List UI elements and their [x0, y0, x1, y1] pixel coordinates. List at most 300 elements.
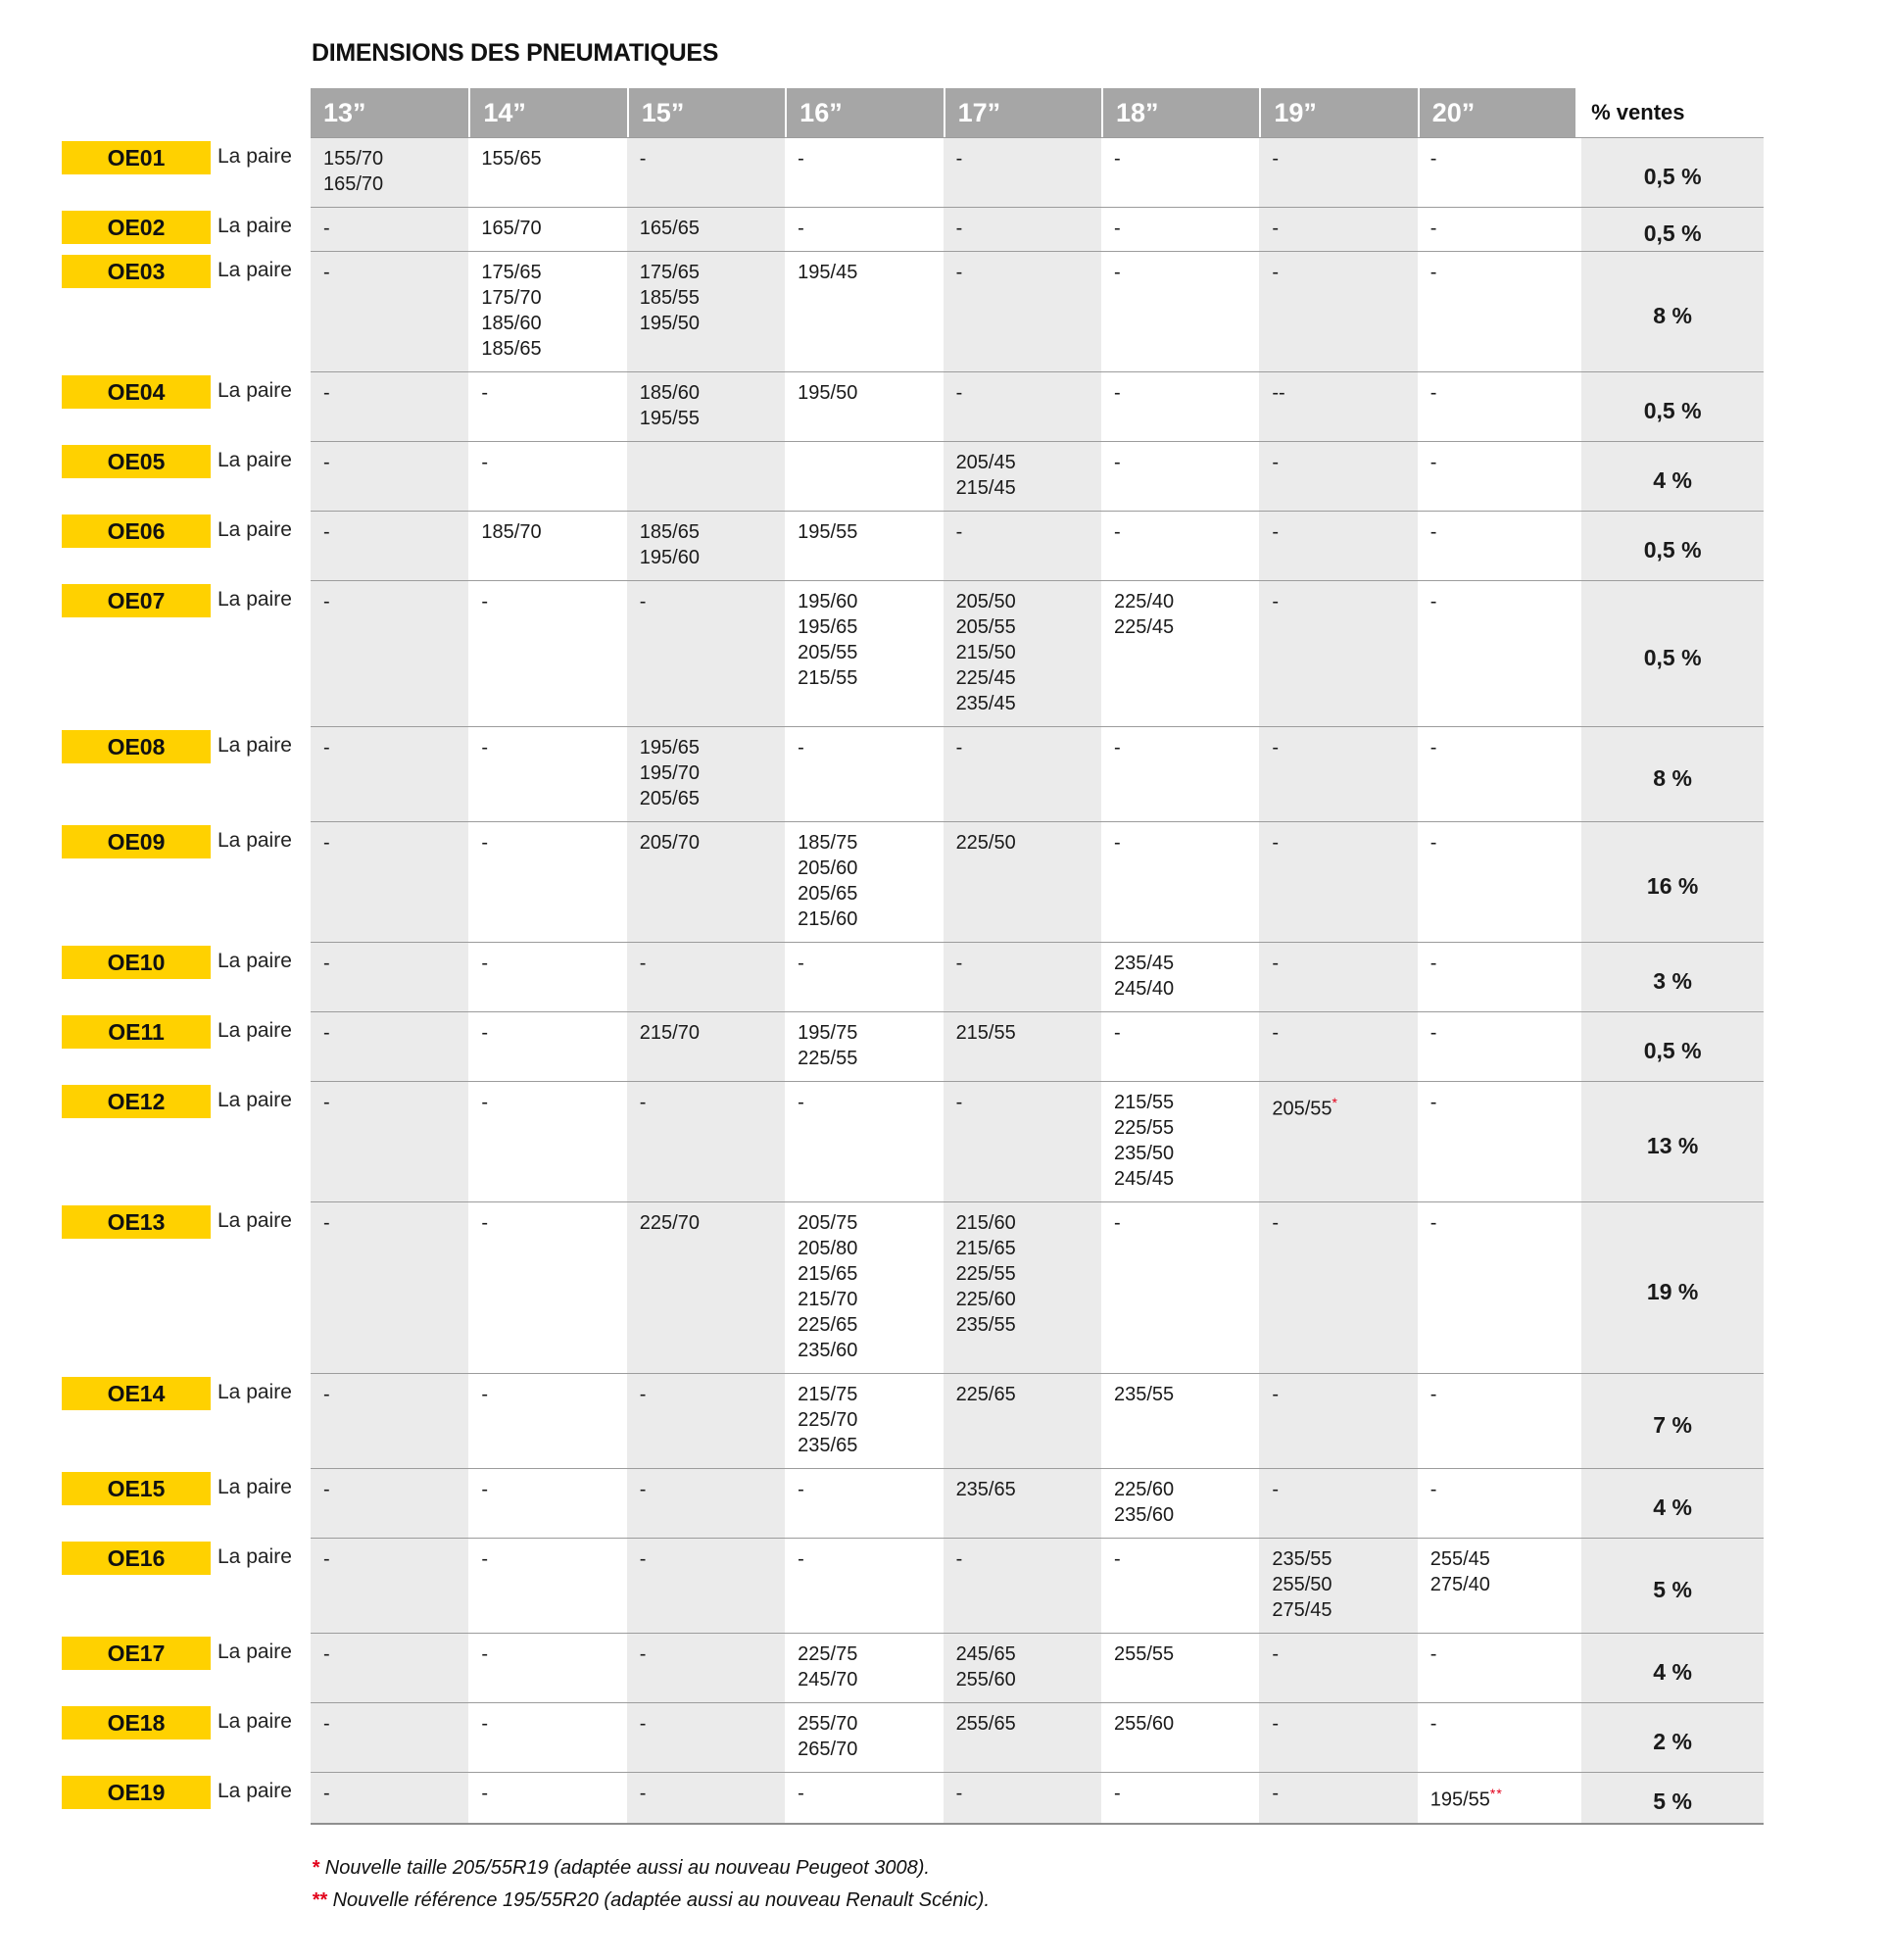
pair-label: La paire: [218, 379, 292, 402]
size-cell: [1101, 1201, 1259, 1373]
size-value: -: [955, 382, 963, 404]
badge-wrap: [62, 251, 211, 371]
size-cell: [944, 441, 1101, 511]
sales-value: 5 %: [1581, 1538, 1764, 1633]
size-value: 225/45: [955, 667, 1016, 689]
size-value: -: [639, 1092, 647, 1113]
size-cell: [1259, 1201, 1417, 1373]
row-left-margin: [0, 441, 62, 511]
table-row-oe16: [0, 1538, 1764, 1633]
row-left-margin: [0, 1201, 62, 1373]
size-value: -: [481, 1548, 489, 1570]
sales-value: 13 %: [1581, 1081, 1764, 1201]
size-value: -: [323, 953, 330, 974]
row-left-margin: [0, 1373, 62, 1468]
size-cell: [627, 207, 785, 251]
size-value: 195/75: [798, 1022, 858, 1044]
size-value: 215/45: [955, 477, 1016, 499]
size-value: -: [1429, 262, 1437, 283]
size-value: -: [1429, 218, 1437, 239]
footnote: ** Nouvelle référence 195/55R20 (adaptée aussi au nouveau Renault Scénic).: [312, 1889, 991, 1911]
size-cell: [944, 942, 1101, 1011]
size-cell: [468, 1702, 626, 1772]
badge-wrap: [62, 1702, 211, 1772]
table-row-oe04: [0, 371, 1764, 441]
size-value: -: [955, 1548, 963, 1570]
size-value: 245/45: [1113, 1168, 1175, 1190]
size-cell: [1101, 942, 1259, 1011]
size-value: -: [323, 1479, 330, 1500]
size-cell: [1418, 942, 1575, 1011]
table-row-oe10: [0, 942, 1764, 1011]
size-cell: [1101, 207, 1259, 251]
size-value: 235/50: [1113, 1143, 1175, 1164]
size-value: -: [481, 382, 489, 404]
badge-wrap: [62, 726, 211, 821]
size-cell: [468, 511, 626, 580]
size-value: 215/55: [1113, 1092, 1175, 1113]
size-cell: [468, 1373, 626, 1468]
size-value: -: [481, 1643, 489, 1665]
size-cell: [1101, 726, 1259, 821]
badge-wrap: [62, 1081, 211, 1201]
size-cell: [468, 137, 626, 207]
table-row-oe18: [0, 1702, 1764, 1772]
size-cell: [627, 1081, 785, 1201]
size-cell: [785, 441, 943, 511]
size-value: -: [1429, 832, 1437, 854]
row-left-margin: [0, 1011, 62, 1081]
size-value: -: [323, 1092, 330, 1113]
size-cell: [1101, 251, 1259, 371]
badge-gap: [211, 1772, 218, 1825]
sales-value: 0,5 %: [1581, 1011, 1764, 1081]
pair-label: La paire: [218, 215, 292, 237]
badge-wrap: [62, 1373, 211, 1468]
size-value: -: [639, 148, 647, 170]
size-value: 205/55*: [1272, 1095, 1338, 1120]
size-value: 195/70: [639, 762, 700, 784]
size-value: -: [955, 262, 963, 283]
row-badge: OE03: [62, 255, 211, 288]
size-value: -: [1429, 1022, 1437, 1044]
size-value: 225/70: [798, 1409, 858, 1431]
size-value: 255/70: [798, 1713, 858, 1735]
row-left-margin: [0, 1702, 62, 1772]
sales-value: 2 %: [1581, 1702, 1764, 1772]
table-row-oe02: [0, 207, 1764, 251]
size-cell: [468, 821, 626, 942]
size-value: 195/60: [798, 591, 858, 612]
size-cell: [785, 1772, 943, 1825]
size-cell: [627, 1633, 785, 1702]
size-value: 195/60: [639, 547, 700, 568]
row-badge: OE17: [62, 1637, 211, 1670]
size-value: 255/60: [1113, 1713, 1175, 1735]
size-value: 185/70: [481, 521, 542, 543]
sales-value: 3 %: [1581, 942, 1764, 1011]
size-cell: [785, 1373, 943, 1468]
size-cell: [1259, 1633, 1417, 1702]
pair-label: La paire: [218, 1209, 292, 1232]
size-value: 205/45: [955, 452, 1016, 473]
row-left-margin: [0, 580, 62, 726]
size-value: 165/65: [639, 218, 700, 239]
size-cell: [627, 251, 785, 371]
size-value: -: [481, 953, 489, 974]
footnote-marker-icon: *: [312, 1857, 319, 1879]
size-value: 235/60: [1113, 1504, 1175, 1526]
header-spacer: [0, 88, 62, 137]
size-value: -: [1429, 1212, 1437, 1234]
size-value: -: [481, 1022, 489, 1044]
size-value: -: [323, 1713, 330, 1735]
size-value: -: [481, 832, 489, 854]
row-left-margin: [0, 942, 62, 1011]
size-cell: [1418, 1081, 1575, 1201]
size-cell: [1418, 1633, 1575, 1702]
size-value: 185/75: [798, 832, 858, 854]
size-value: -: [481, 591, 489, 612]
size-cell: [627, 1373, 785, 1468]
pair-label: La paire: [218, 1710, 292, 1733]
row-badge: OE13: [62, 1205, 211, 1239]
size-value: 215/65: [798, 1263, 858, 1285]
size-cell: [468, 441, 626, 511]
size-cell: [1259, 207, 1417, 251]
size-value: 215/50: [955, 642, 1016, 663]
size-cell: [311, 1468, 468, 1538]
size-value: -: [955, 737, 963, 759]
size-value: 195/65: [798, 616, 858, 638]
size-value: -: [323, 1783, 330, 1804]
size-value: -: [1429, 737, 1437, 759]
size-cell: [1101, 1633, 1259, 1702]
size-cell: [311, 942, 468, 1011]
size-value: -: [1272, 1384, 1280, 1405]
size-cell: [311, 1772, 468, 1825]
size-cell: [785, 942, 943, 1011]
column-header-18in: 18”: [1101, 88, 1259, 137]
size-cell: [1418, 1011, 1575, 1081]
size-value: 165/70: [481, 218, 542, 239]
size-cell: [468, 371, 626, 441]
pair-label: La paire: [218, 1780, 292, 1802]
size-cell: [468, 1201, 626, 1373]
size-cell: [944, 580, 1101, 726]
size-value: -: [798, 953, 804, 974]
size-value: 215/70: [639, 1022, 700, 1044]
size-cell: [311, 441, 468, 511]
table-row-oe15: [0, 1468, 1764, 1538]
row-left-margin: [0, 207, 62, 251]
size-cell: [944, 137, 1101, 207]
size-value: -: [955, 1092, 963, 1113]
column-header-19in: 19”: [1259, 88, 1417, 137]
size-value: -: [323, 737, 330, 759]
size-cell: [1101, 1538, 1259, 1633]
size-cell: [785, 821, 943, 942]
size-value: -: [481, 1783, 489, 1804]
size-value: -: [1113, 1548, 1121, 1570]
size-cell: [311, 251, 468, 371]
size-cell: [468, 1011, 626, 1081]
pair-label: La paire: [218, 1545, 292, 1568]
column-header-17in: 17”: [944, 88, 1101, 137]
size-cell: [311, 1633, 468, 1702]
size-value: -: [1272, 521, 1280, 543]
size-value: -: [323, 521, 330, 543]
size-value: -: [955, 953, 963, 974]
size-value: -: [323, 1643, 330, 1665]
size-cell: [944, 371, 1101, 441]
size-value: 225/60: [955, 1289, 1016, 1310]
row-badge: OE19: [62, 1776, 211, 1809]
table-row-oe05: [0, 441, 1764, 511]
row-left-margin: [0, 1633, 62, 1702]
size-value: -: [1429, 1384, 1437, 1405]
size-cell: [468, 1468, 626, 1538]
size-value: 255/60: [955, 1669, 1016, 1690]
size-value: 275/40: [1429, 1574, 1490, 1595]
size-value: 225/40: [1113, 591, 1175, 612]
size-cell: [944, 251, 1101, 371]
size-value: -: [1429, 1479, 1437, 1500]
size-cell: [311, 1081, 468, 1201]
size-cell: [1259, 942, 1417, 1011]
table-header-row: [0, 88, 1764, 137]
size-value: -: [1113, 382, 1121, 404]
size-value: -: [1429, 521, 1437, 543]
size-value: 175/70: [481, 287, 542, 309]
column-header-20in: 20”: [1418, 88, 1575, 137]
size-value: -: [1429, 452, 1437, 473]
row-badge: OE09: [62, 825, 211, 858]
badge-gap: [211, 251, 218, 371]
size-cell: [1101, 441, 1259, 511]
badge-gap: [211, 1468, 218, 1538]
size-cell: [627, 580, 785, 726]
sales-value: 5 %: [1581, 1772, 1764, 1825]
footnote-marker-icon: **: [312, 1889, 327, 1911]
sales-value: 8 %: [1581, 251, 1764, 371]
row-left-margin: [0, 137, 62, 207]
size-value: -: [639, 591, 647, 612]
table-row-oe14: [0, 1373, 1764, 1468]
size-cell: [1418, 1538, 1575, 1633]
size-value: -: [1272, 452, 1280, 473]
size-value: 215/65: [955, 1238, 1016, 1259]
header-spacer: [218, 88, 311, 137]
size-cell: [468, 207, 626, 251]
row-left-margin: [0, 821, 62, 942]
row-badge: OE02: [62, 211, 211, 244]
table-row-oe12: [0, 1081, 1764, 1201]
size-cell: [1418, 207, 1575, 251]
badge-gap: [211, 1538, 218, 1633]
badge-gap: [211, 1702, 218, 1772]
size-value: 175/65: [481, 262, 542, 283]
size-value: -: [798, 218, 804, 239]
row-badge: OE10: [62, 946, 211, 979]
size-cell: [468, 1772, 626, 1825]
size-value: -: [323, 452, 330, 473]
size-cell: [311, 1538, 468, 1633]
size-value: -: [323, 1548, 330, 1570]
size-cell: [1259, 441, 1417, 511]
size-cell: [944, 511, 1101, 580]
pair-label: La paire: [218, 145, 292, 168]
row-badge: OE12: [62, 1085, 211, 1118]
badge-gap: [211, 580, 218, 726]
size-value: 225/75: [798, 1643, 858, 1665]
badge-wrap: [62, 942, 211, 1011]
size-cell: [627, 1201, 785, 1373]
size-cell: [1101, 821, 1259, 942]
size-value: -: [481, 452, 489, 473]
badge-gap: [211, 942, 218, 1011]
row-badge: OE08: [62, 730, 211, 763]
size-cell: [1418, 821, 1575, 942]
size-value: -: [1272, 1783, 1280, 1804]
table-row-oe11: [0, 1011, 1764, 1081]
table-row-oe13: [0, 1201, 1764, 1373]
size-value: -: [1113, 452, 1121, 473]
size-value: 225/45: [1113, 616, 1175, 638]
size-cell: [311, 371, 468, 441]
size-cell: [1418, 1702, 1575, 1772]
row-badge: OE07: [62, 584, 211, 617]
size-value: -: [955, 1783, 963, 1804]
size-value: 205/80: [798, 1238, 858, 1259]
size-cell: [944, 1538, 1101, 1633]
badge-gap: [211, 511, 218, 580]
row-left-margin: [0, 511, 62, 580]
size-value: -: [639, 1713, 647, 1735]
size-cell: [468, 251, 626, 371]
badge-wrap: [62, 580, 211, 726]
size-cell: [627, 1702, 785, 1772]
row-left-margin: [0, 726, 62, 821]
size-value: -: [1113, 1212, 1121, 1234]
size-value: 225/55: [955, 1263, 1016, 1285]
column-header-14in: 14”: [468, 88, 626, 137]
row-badge: OE04: [62, 375, 211, 409]
size-cell: [1101, 137, 1259, 207]
size-cell: [1418, 1468, 1575, 1538]
badge-wrap: [62, 1011, 211, 1081]
size-value: 225/70: [639, 1212, 700, 1234]
size-value: 195/45: [798, 262, 858, 283]
size-value: -: [798, 1092, 804, 1113]
size-cell: [944, 1772, 1101, 1825]
size-value: -: [798, 1783, 804, 1804]
size-value: -: [1429, 1092, 1437, 1113]
size-value: -: [798, 1479, 804, 1500]
size-cell: [785, 511, 943, 580]
size-cell: [785, 1468, 943, 1538]
size-value: -: [1113, 148, 1121, 170]
sales-value: 0,5 %: [1581, 511, 1764, 580]
size-value: 215/55: [955, 1022, 1016, 1044]
size-cell: [311, 207, 468, 251]
size-value: 175/65: [639, 262, 700, 283]
size-cell: [468, 1538, 626, 1633]
size-value: 235/45: [1113, 953, 1175, 974]
row-badge: OE06: [62, 514, 211, 548]
size-value: 225/60: [1113, 1479, 1175, 1500]
size-value: 255/50: [1272, 1574, 1332, 1595]
size-cell: [944, 1468, 1101, 1538]
size-value: 185/65: [639, 521, 700, 543]
size-cell: [1259, 580, 1417, 726]
size-cell: [1259, 1373, 1417, 1468]
size-cell: [1418, 1373, 1575, 1468]
badge-wrap: [62, 371, 211, 441]
size-cell: [468, 580, 626, 726]
size-cell: [785, 1538, 943, 1633]
size-value: 185/65: [481, 338, 542, 360]
size-value: -: [1272, 1643, 1280, 1665]
size-cell: [1259, 511, 1417, 580]
badge-gap: [211, 441, 218, 511]
size-cell: [1259, 137, 1417, 207]
size-cell: [944, 207, 1101, 251]
size-value: 235/65: [798, 1435, 858, 1456]
size-value: 215/75: [798, 1384, 858, 1405]
row-badge: OE15: [62, 1472, 211, 1505]
size-value: 195/65: [639, 737, 700, 759]
size-value: -: [1272, 953, 1280, 974]
size-value: 205/50: [955, 591, 1016, 612]
size-value: -: [1113, 1022, 1121, 1044]
column-header-15in: 15”: [627, 88, 785, 137]
size-value: -: [1429, 1713, 1437, 1735]
size-value: -: [1429, 591, 1437, 612]
size-cell: [944, 1011, 1101, 1081]
row-left-margin: [0, 371, 62, 441]
row-left-margin: [0, 1468, 62, 1538]
badge-wrap: [62, 1201, 211, 1373]
sales-value: 19 %: [1581, 1201, 1764, 1373]
size-value: -: [323, 1212, 330, 1234]
size-value: 205/70: [639, 832, 700, 854]
table-row-oe01: [0, 137, 1764, 207]
size-cell: [627, 1468, 785, 1538]
size-cell: [627, 137, 785, 207]
size-cell: [944, 1081, 1101, 1201]
size-value: 185/55: [639, 287, 700, 309]
size-cell: [785, 1702, 943, 1772]
table-row-oe09: [0, 821, 1764, 942]
size-value: 235/55: [1113, 1384, 1175, 1405]
size-value: 185/60: [481, 313, 542, 334]
footnote: * Nouvelle taille 205/55R19 (adaptée aussi au nouveau Peugeot 3008).: [312, 1857, 930, 1879]
pair-label: La paire: [218, 950, 292, 972]
size-value: 215/60: [955, 1212, 1016, 1234]
size-cell: [1101, 1011, 1259, 1081]
pair-label: La paire: [218, 829, 292, 852]
size-cell: [944, 1702, 1101, 1772]
size-value: -: [323, 218, 330, 239]
sales-value: 4 %: [1581, 441, 1764, 511]
size-value: 205/60: [798, 858, 858, 879]
size-value: -: [1429, 148, 1437, 170]
size-value: 225/65: [955, 1384, 1016, 1405]
size-value: -: [1113, 262, 1121, 283]
size-cell: [627, 511, 785, 580]
sales-value: 0,5 %: [1581, 207, 1764, 251]
